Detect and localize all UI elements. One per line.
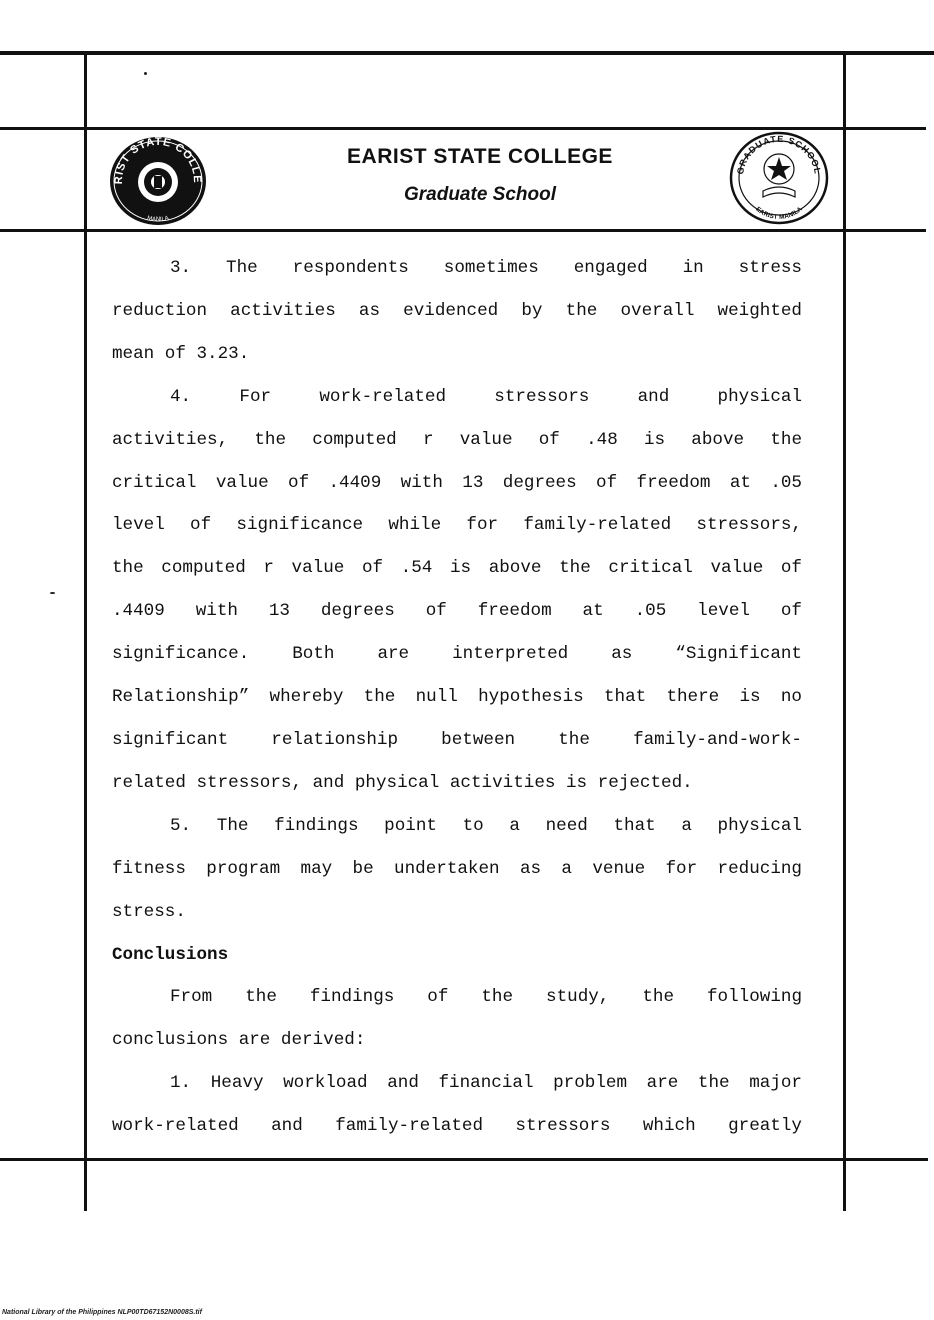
- text-line: activities, the computed r value of .48 is above the: [112, 429, 802, 450]
- finding-3: [112, 247, 802, 376]
- right-graduate-school-seal: [729, 131, 829, 225]
- frame-right-rule: [843, 55, 846, 1211]
- text-line: .4409 with 13 degrees of freedom at .05 level of: [112, 601, 802, 622]
- text-line: stress.: [112, 901, 186, 922]
- text-line: related stressors, and physical activities is rejected.: [112, 772, 693, 793]
- text-line: significance. Both are interpreted as “Significant: [112, 644, 802, 665]
- finding-4: [112, 376, 802, 805]
- frame-top-rule: [0, 51, 934, 55]
- document-body: [112, 247, 802, 1148]
- archive-footer-note: National Library of the Philippines NLP00TD67152N0008S.tif: [2, 1309, 202, 1316]
- text-line: the computed r value of .54 is above the critical value of: [112, 558, 802, 579]
- conclusions-heading: Conclusions: [112, 944, 229, 965]
- text-line: 4. For work-related stressors and physical: [170, 386, 802, 407]
- text-line: 3. The respondents sometimes engaged in stress: [170, 258, 802, 278]
- text-line: significant relationship between the family-and-work-: [112, 729, 802, 750]
- finding-5: [112, 805, 802, 934]
- text-line: mean of 3.23.: [112, 343, 250, 364]
- text-line: 1. Heavy workload and financial problem are the major: [170, 1073, 802, 1094]
- scan-speck: [144, 72, 147, 75]
- text-line: From the findings of the study, the following: [170, 987, 802, 1008]
- conclusion-1: [112, 1062, 802, 1148]
- left-seal-text: RIST STATE COLLE: [112, 135, 204, 185]
- text-line: work-related and family-related stressors which greatly: [112, 1116, 802, 1137]
- school-name: Graduate School: [403, 184, 557, 205]
- college-name: EARIST STATE COLLEGE: [347, 145, 613, 168]
- text-line: level of significance while for family-related stressors,: [112, 515, 802, 536]
- scan-speck: [50, 592, 55, 594]
- text-line: conclusions are derived:: [112, 1030, 366, 1051]
- left-college-seal: [108, 135, 208, 227]
- text-line: fitness program may be undertaken as a venue for reducing: [112, 858, 802, 879]
- text-line: reduction activities as evidenced by the overall weighted: [112, 300, 802, 321]
- frame-header-bottom-rule: [0, 229, 926, 232]
- text-line: Relationship” whereby the null hypothesis that there is no: [112, 687, 802, 708]
- left-seal-bottom-text: MANILA: [146, 215, 170, 224]
- conclusions-intro: [112, 976, 802, 1062]
- frame-header-top-rule: [0, 127, 926, 130]
- right-seal-text: GRADUATE SCHOOL: [735, 133, 823, 176]
- frame-bottom-rule: [0, 1158, 928, 1161]
- right-seal-bottom-text: EARIST MANILA: [754, 205, 804, 222]
- frame-left-rule: [84, 55, 87, 1211]
- text-line: critical value of .4409 with 13 degrees of freedom at .05: [112, 472, 802, 493]
- text-line: 5. The findings point to a need that a physical: [170, 815, 802, 836]
